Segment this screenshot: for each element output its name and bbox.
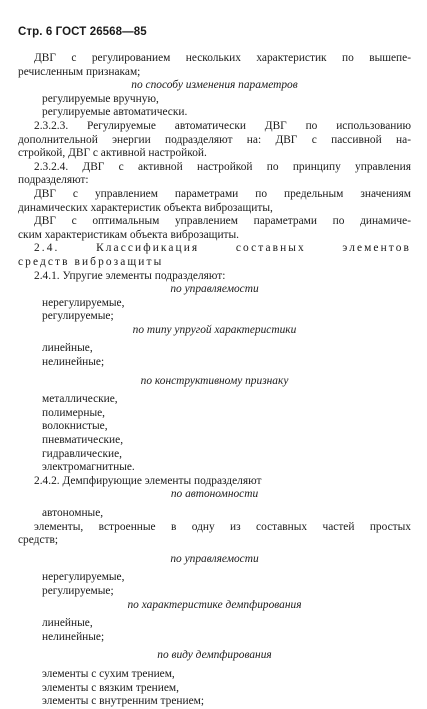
text-line: автономные, <box>42 507 104 519</box>
text-line: регулируемые; <box>42 584 114 597</box>
text-line: средств виброзащиты <box>18 255 164 268</box>
text-line: ским характеристикам объекта виброзащиты. <box>18 228 240 241</box>
text-line: ДВГ с управлением параметрами по предельным значениям <box>34 187 411 200</box>
section-subheading: по автономности <box>170 488 259 501</box>
section-subheading: по виду демпфирования <box>157 649 272 662</box>
text-line: электромагнитные. <box>42 461 135 474</box>
section-subheading: по конструктивному признаку <box>140 374 289 387</box>
section-subheading: по типу упругой характеристики <box>132 323 297 336</box>
document-body <box>18 52 411 709</box>
section-subheading: по способу изменения параметров <box>131 79 298 92</box>
text-line: динамических характеристик объекта виброзащиты, <box>18 201 273 214</box>
text-line: речисленным признакам; <box>18 65 141 78</box>
text-line: дополнительной энергии подразделяют на: ДВГ с пассивной на- <box>18 133 411 146</box>
section-subheading: по управляемости <box>170 552 259 565</box>
text-line: 2.4.1. Упругие элементы подразделяют: <box>34 269 226 282</box>
text-line: 2.4. Классификация составных элементов <box>34 242 411 255</box>
text-line: элементы, встроенные в одну из составных частей простых <box>34 520 411 533</box>
text-line: элементы с сухим трением, <box>42 667 175 680</box>
text-line: полимерные, <box>42 406 106 419</box>
text-line: регулируемые; <box>42 310 114 323</box>
text-line: регулируемые автоматически. <box>42 106 188 119</box>
text-line: линейные, <box>42 617 93 630</box>
text-line: линейные, <box>42 342 93 355</box>
text-line: регулируемые вручную, <box>42 92 159 105</box>
page-header: Стр. 6 ГОСТ 26568—85 <box>18 26 147 38</box>
text-line: нелинейные; <box>42 356 105 369</box>
text-line: 2.3.2.3. Регулируемые автоматически ДВГ по использованию <box>34 119 411 132</box>
text-line: нелинейные; <box>42 630 105 643</box>
text-line: гидравлические, <box>42 447 122 460</box>
section-subheading: по управляемости <box>170 283 259 296</box>
text-line: металлические, <box>42 393 118 406</box>
text-line: 2.4.2. Демпфирующие элементы подразделяют <box>34 474 262 487</box>
text-line: нерегулируемые, <box>42 296 125 309</box>
text-line: элементы с внутренним трением; <box>42 695 205 708</box>
text-line: нерегулируемые, <box>42 571 125 584</box>
text-line: волокнистые, <box>42 420 108 433</box>
text-line: ДВГ с регулированием нескольких характеристик по вышепе- <box>34 52 411 64</box>
text-line: стройкой, ДВГ с активной настройкой. <box>18 147 207 160</box>
section-subheading: по характеристике демпфирования <box>127 598 302 611</box>
text-line: ДВГ с оптимальным управлением параметрами по динамиче- <box>34 215 411 228</box>
text-line: пневматические, <box>42 434 124 447</box>
text-line: подразделяют: <box>18 174 89 187</box>
text-line: средств; <box>18 534 59 547</box>
text-line: элементы с вязким трением, <box>42 681 179 694</box>
text-line: 2.3.2.4. ДВГ с активной настройкой по принципу управления <box>34 160 411 173</box>
